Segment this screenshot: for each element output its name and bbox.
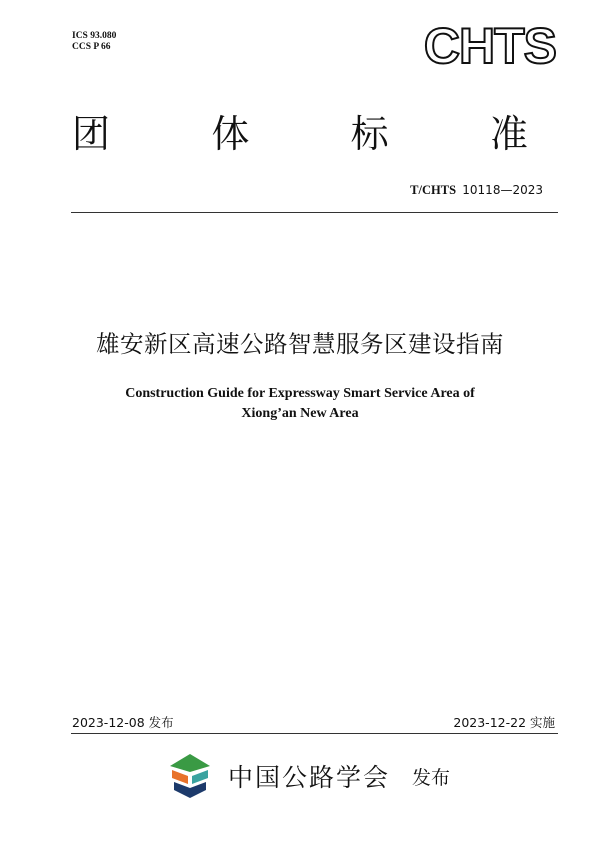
- ics-code: ICS 93.080: [72, 31, 117, 41]
- publisher-action: 发布: [412, 766, 451, 789]
- document-title-cn: 雄安新区高速公路智慧服务区建设指南: [96, 330, 504, 358]
- category-char: 团: [72, 112, 111, 156]
- bottom-divider: [71, 733, 558, 734]
- standard-number: [410, 183, 543, 198]
- standard-prefix: T/CHTS: [410, 183, 457, 197]
- document-title-en: [0, 384, 600, 424]
- category-char: 体: [211, 112, 250, 156]
- publisher-name: 中国公路学会: [228, 763, 391, 792]
- top-divider: [71, 212, 558, 213]
- standard-category: [72, 110, 528, 158]
- issue-date: 2023-12-08 发布: [72, 715, 174, 730]
- standard-code: 10118—2023: [462, 183, 543, 197]
- category-char: 准: [489, 112, 528, 156]
- title-en-line2: Xiong’an New Area: [241, 406, 359, 421]
- category-char: 标: [350, 112, 389, 156]
- classification-codes: [72, 31, 116, 53]
- chts-logo: CHTS: [423, 18, 556, 74]
- publisher-emblem-icon: [168, 752, 212, 800]
- implement-date: 2023-12-22 实施: [453, 715, 555, 730]
- publisher-block: [168, 752, 450, 800]
- title-en-line1: Construction Guide for Expressway Smart Service Area of: [125, 386, 475, 401]
- ccs-code: CCS P 66: [72, 42, 111, 52]
